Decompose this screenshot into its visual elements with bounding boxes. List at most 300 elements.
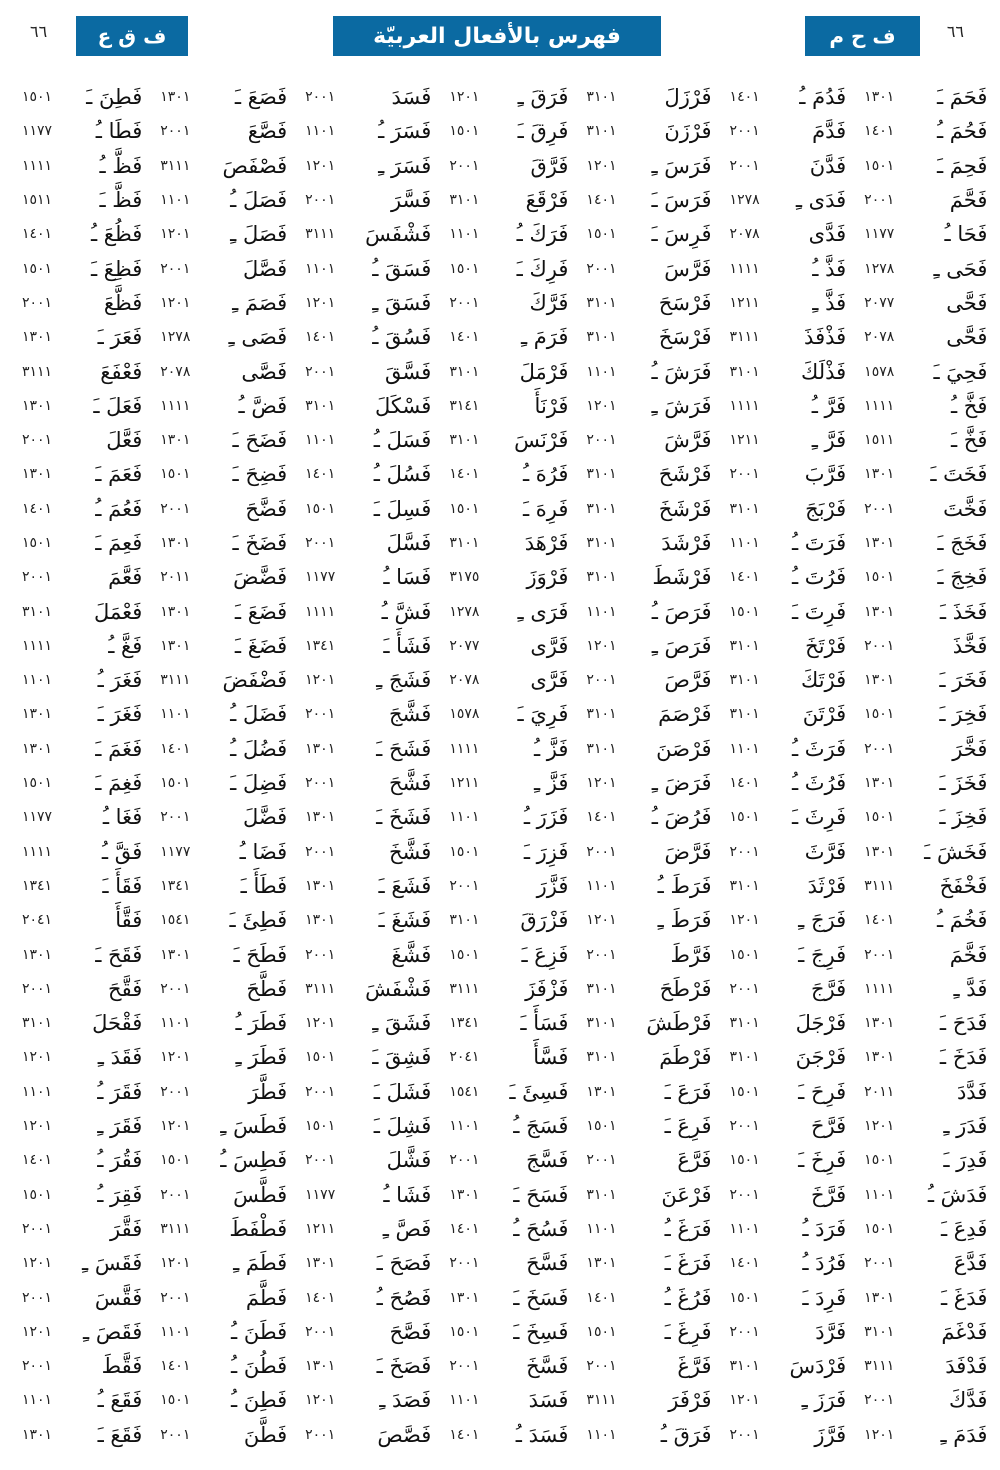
index-entry — [576, 697, 719, 731]
index-entry — [12, 1075, 150, 1109]
verb-text: فَصَعَ ـَ — [234, 85, 288, 110]
verb-code: ٣١٠١ — [22, 1015, 53, 1032]
verb-text: فَذَّ ـِ — [812, 290, 847, 315]
verb-code: ١١٧٧ — [22, 809, 53, 826]
verb-text: فَسَأَ ـَ — [520, 1011, 569, 1036]
verb-code: ٣١١١ — [864, 1358, 895, 1375]
index-entry — [854, 1109, 995, 1143]
index-entry — [12, 1418, 150, 1452]
verb-code: ١٢٧٨ — [449, 603, 480, 620]
verb-text: فَخَجَ ـَ — [937, 531, 988, 555]
verb-text: فَسَّحَ — [526, 1251, 569, 1276]
verb-code: ١٣٠١ — [305, 740, 336, 757]
verb-text: فَعَرَ ـَ — [97, 325, 143, 350]
verb-text: فَطُنَ ـُ — [231, 1354, 288, 1379]
verb-code: ٢٠٠١ — [586, 843, 617, 860]
index-entry — [576, 251, 719, 285]
verb-text: فَضِحَ ـَ — [232, 462, 288, 487]
verb-code: ٢٠٠١ — [160, 123, 191, 140]
verb-code: ٢٠٠١ — [586, 432, 617, 449]
verb-text: فَشَقَ ـِ — [372, 1011, 432, 1036]
index-entry — [576, 1280, 719, 1314]
verb-code: ١١٠١ — [160, 1323, 191, 1340]
verb-text: فَرْدَسَ — [789, 1354, 847, 1379]
verb-code: ١٥٠١ — [449, 1323, 480, 1340]
index-entry — [576, 732, 719, 766]
index-entry — [295, 1109, 439, 1143]
verb-text: فَرَمَ ـِ — [520, 325, 569, 350]
index-entry — [439, 1075, 576, 1109]
verb-code: ١٥٠١ — [22, 89, 53, 106]
verb-text: فَطَنَ ـُ — [231, 1319, 288, 1344]
index-entry — [720, 972, 855, 1006]
verb-text: فَسَجَ ـُ — [513, 1114, 569, 1139]
verb-code: ٣١١١ — [449, 980, 480, 997]
verb-text: فَخَرَ ـَ — [939, 668, 988, 693]
index-entry — [295, 1418, 439, 1452]
verb-text: فَغَّ ـُ — [108, 633, 143, 658]
index-entry — [12, 972, 150, 1006]
verb-text: فَرْقَعَ — [525, 188, 569, 213]
verb-text: فَرَزَ ـِ — [801, 1388, 847, 1413]
verb-code: ١١١١ — [22, 157, 53, 174]
verb-code: ٢٠٠١ — [305, 1323, 336, 1340]
verb-code: ٣١٠١ — [729, 672, 760, 689]
index-entry — [720, 1109, 855, 1143]
index-entry — [720, 1040, 855, 1074]
verb-code: ٢٠٠١ — [305, 89, 336, 106]
verb-text: فَقَصَ ـِ — [83, 1319, 143, 1344]
verb-text: فَطَأَ ـَ — [240, 873, 288, 898]
verb-text: فَقَّطَ — [101, 1354, 143, 1379]
verb-code: ١١٠١ — [160, 706, 191, 723]
verb-code: ٢٠٠١ — [305, 706, 336, 723]
index-entry — [576, 1040, 719, 1074]
index-entry — [576, 937, 719, 971]
verb-code: ٢٠٠١ — [160, 809, 191, 826]
index-entry — [854, 80, 995, 114]
verb-text: فَرَّى — [530, 633, 569, 658]
verb-code: ١٤٠١ — [305, 466, 336, 483]
verb-code: ١٥٠١ — [22, 535, 53, 551]
verb-text: فَسَدَ ـُ — [515, 1422, 569, 1447]
verb-code: ١٣٠١ — [160, 603, 191, 620]
verb-text: فَخَشَ ـَ — [924, 839, 988, 864]
index-entry — [854, 835, 995, 869]
verb-code: ٢٠٧٨ — [729, 226, 760, 243]
verb-text: فَذْفَذَ — [804, 325, 847, 350]
index-entry — [439, 526, 576, 560]
verb-code: ١٤٠١ — [305, 329, 336, 346]
index-entry — [439, 835, 576, 869]
verb-code: ٢٠٠١ — [729, 157, 760, 174]
verb-code: ٣١١١ — [305, 226, 336, 243]
page-number-right: ٦٦ — [946, 22, 964, 41]
verb-text: فَضُلَ ـُ — [230, 736, 288, 761]
index-entry — [720, 80, 855, 114]
verb-code: ٢٠٠١ — [449, 1152, 480, 1169]
verb-code: ٢٠٠١ — [729, 1118, 760, 1135]
verb-text: فَسَّرَ — [390, 188, 432, 213]
verb-code: ١٢٧٨ — [160, 329, 191, 346]
index-entry — [854, 937, 995, 971]
verb-text: فَدَغَ ـَ — [940, 1285, 988, 1310]
index-entry — [720, 800, 855, 834]
verb-code: ١٢٠١ — [586, 637, 617, 654]
verb-code: ٣١٠١ — [729, 1049, 760, 1066]
verb-text: فَزِرَ ـَ — [523, 839, 569, 864]
verb-text: فَصُحَ ـُ — [376, 1285, 432, 1310]
index-entry — [576, 800, 719, 834]
index-column — [720, 80, 855, 1460]
verb-code: ٢٠٠١ — [305, 363, 336, 380]
index-entry — [576, 594, 719, 628]
verb-text: فَرَّضَ — [664, 839, 712, 864]
index-entry — [295, 286, 439, 320]
index-entry — [720, 1212, 855, 1246]
verb-code: ٣١٠١ — [449, 432, 480, 449]
verb-code: ١٤٠١ — [729, 89, 760, 106]
index-entry — [295, 1349, 439, 1383]
index-entry — [720, 1349, 855, 1383]
verb-code: ١٢٠١ — [22, 1323, 53, 1340]
index-entry — [854, 251, 995, 285]
index-entry — [854, 1075, 995, 1109]
verb-code: ٢٠٠١ — [305, 1083, 336, 1100]
verb-code: ١٣٠١ — [864, 1289, 895, 1306]
verb-code: ٢٠٠١ — [22, 1358, 53, 1375]
index-entry — [720, 1383, 855, 1417]
index-entry — [439, 1383, 576, 1417]
verb-text: فَرْنَسَ — [514, 428, 569, 453]
index-entry — [150, 800, 295, 834]
index-entry — [576, 1315, 719, 1349]
index-entry — [576, 766, 719, 800]
verb-text: فَحَمَ ـَ — [936, 85, 988, 110]
index-entry — [295, 423, 439, 457]
verb-code: ٣١٠١ — [729, 1358, 760, 1375]
verb-text: فَطَّحَ — [246, 976, 288, 1001]
verb-text: فَقَعَ ـَ — [97, 1422, 143, 1447]
verb-text: فَرْتَكَ — [801, 668, 847, 693]
verb-code: ١٤٠١ — [864, 123, 895, 140]
verb-code: ١٤٠١ — [22, 1152, 53, 1169]
verb-code: ١٥٠١ — [305, 1049, 336, 1066]
index-entry — [439, 560, 576, 594]
verb-text: فَصَّعَ — [247, 119, 288, 144]
verb-text: فَدِرَ ـَ — [943, 1148, 988, 1173]
verb-text: فَسَدَ — [391, 85, 432, 110]
verb-text: فَطَا ـُ — [95, 119, 143, 144]
verb-code: ١٣٠١ — [305, 877, 336, 894]
verb-code: ٢٠٠١ — [586, 672, 617, 689]
verb-text: فَعْمَلَ — [94, 599, 143, 624]
verb-code: ١٥٠١ — [729, 1083, 760, 1100]
verb-text: فَقَّسَ — [94, 1285, 143, 1310]
verb-text: فَرْطَحَ — [659, 976, 712, 1001]
verb-text: فَرَطَ ـُ — [657, 873, 712, 898]
verb-code: ١١٠١ — [729, 740, 760, 757]
verb-code: ٣١٠١ — [586, 466, 617, 483]
index-entry — [150, 869, 295, 903]
index-entry — [12, 457, 150, 491]
verb-text: فَسْكَلَ — [375, 393, 432, 418]
index-entry — [439, 183, 576, 217]
verb-code: ١٢٠١ — [729, 1392, 760, 1409]
verb-text: فَخُمَ ـُ — [936, 908, 988, 933]
verb-code: ١٣٠١ — [586, 1083, 617, 1100]
index-entry — [720, 1280, 855, 1314]
verb-code: ٣١٠١ — [449, 192, 480, 209]
verb-code: ٢٠٤١ — [449, 1049, 480, 1066]
verb-text: فَرِتَ ـَ — [791, 599, 847, 624]
verb-text: فَزَرَ ـُ — [523, 805, 569, 830]
verb-text: فَظَّ ـُ — [99, 153, 143, 178]
verb-code: ١١٠١ — [449, 809, 480, 826]
verb-code: ١٥٤١ — [449, 1083, 480, 1100]
index-entry — [12, 1143, 150, 1177]
verb-text: فَسَّلَ — [386, 531, 432, 555]
verb-text: فَظُعَ ـُ — [90, 222, 143, 247]
verb-code: ١٥٠١ — [729, 1152, 760, 1169]
verb-code: ٢٠٠١ — [449, 1255, 480, 1272]
verb-code: ١٥٠١ — [864, 157, 895, 174]
verb-code: ١٥٠١ — [160, 1392, 191, 1409]
verb-text: فَخَّ ـُ — [950, 393, 988, 418]
verb-code: ١٢٠١ — [305, 1015, 336, 1032]
index-entry — [150, 114, 295, 148]
index-entry — [12, 560, 150, 594]
verb-code: ١٤٠١ — [586, 1289, 617, 1306]
verb-code: ٣١١١ — [22, 363, 53, 380]
verb-text: فَشَّغَ — [391, 942, 432, 967]
verb-code: ١٥٠١ — [864, 809, 895, 826]
index-entry — [150, 560, 295, 594]
index-entry — [439, 286, 576, 320]
verb-text: فَشَخَ ـَ — [376, 805, 432, 830]
verb-text: فَزَّ ـِ — [533, 771, 569, 796]
verb-code: ١٥٠١ — [864, 1220, 895, 1237]
verb-text: فَغَرَ ـَ — [97, 702, 143, 727]
verb-text: فَرَّشَ — [664, 428, 712, 453]
verb-code: ١٢١١ — [449, 775, 480, 792]
index-entry — [150, 457, 295, 491]
verb-code: ١١٧٧ — [160, 843, 191, 860]
verb-text: فَشَّخَ — [388, 839, 432, 864]
verb-text: فَرْشَخَ — [658, 496, 712, 521]
verb-code: ٢٠٠١ — [449, 294, 480, 311]
verb-text: فَرُهَ ـُ — [522, 462, 569, 487]
verb-code: ٣١٠١ — [449, 535, 480, 551]
verb-text: فَطَحَ ـَ — [233, 942, 288, 967]
verb-code: ٣١٠١ — [586, 500, 617, 517]
verb-text: فَصَحَ ـَ — [376, 1251, 432, 1276]
index-entry — [439, 663, 576, 697]
index-entry — [854, 217, 995, 251]
verb-code: ١٥٠١ — [729, 1289, 760, 1306]
index-entry — [439, 80, 576, 114]
verb-code: ٢٠٠١ — [729, 843, 760, 860]
verb-code: ١١٠١ — [160, 192, 191, 209]
index-entry — [576, 629, 719, 663]
verb-code: ٢٠٠١ — [449, 1358, 480, 1375]
verb-text: فَرَّكَ — [529, 290, 569, 315]
index-entry — [576, 114, 719, 148]
index-entry — [439, 1143, 576, 1177]
verb-code: ١٢٠١ — [586, 157, 617, 174]
verb-code: ١٤٠١ — [160, 1358, 191, 1375]
index-entry — [439, 903, 576, 937]
verb-code: ١٤٠١ — [729, 569, 760, 586]
index-entry — [295, 1143, 439, 1177]
verb-text: فَصَلَ ـُ — [230, 188, 288, 213]
index-entry — [720, 629, 855, 663]
verb-code: ٢٠٠١ — [160, 980, 191, 997]
index-entry — [439, 937, 576, 971]
verb-code: ٢٠٠١ — [22, 432, 53, 449]
verb-code: ٢٠٠١ — [305, 192, 336, 209]
index-entry — [720, 1246, 855, 1280]
verb-code: ٢٠٠١ — [586, 946, 617, 963]
index-entry — [854, 1315, 995, 1349]
index-entry — [12, 1109, 150, 1143]
verb-code: ١٣٠١ — [22, 466, 53, 483]
index-entry — [854, 869, 995, 903]
index-entry — [576, 320, 719, 354]
verb-code: ١٤٠١ — [305, 1289, 336, 1306]
index-entry — [720, 1006, 855, 1040]
verb-text: فَدَّدَ — [956, 1079, 988, 1104]
index-entry — [295, 903, 439, 937]
verb-code: ٢٠٠١ — [160, 1186, 191, 1203]
verb-text: فَضَا ـُ — [239, 839, 288, 864]
verb-text: فَرَّطَ — [670, 942, 712, 967]
verb-text: فَخَزَ ـَ — [939, 771, 988, 796]
verb-text: فَخَّذَ — [952, 633, 988, 658]
verb-text: فَسَقَ ـِ — [372, 290, 432, 315]
index-entry — [295, 320, 439, 354]
index-entry — [854, 1212, 995, 1246]
index-entry — [720, 594, 855, 628]
index-entry — [295, 80, 439, 114]
verb-code: ١١٠١ — [586, 603, 617, 620]
verb-text: فَطَسَ ـِ — [220, 1114, 288, 1139]
verb-text: فَرَعَ ـَ — [664, 1079, 712, 1104]
verb-code: ٢٠١١ — [864, 1083, 895, 1100]
verb-code: ١١١١ — [449, 740, 480, 757]
index-column — [854, 80, 995, 1460]
index-entry — [439, 766, 576, 800]
verb-text: فَخَذَ ـَ — [939, 599, 988, 624]
index-entry — [150, 526, 295, 560]
verb-code: ١٣٠١ — [586, 1255, 617, 1272]
verb-code: ٢٠٠١ — [449, 877, 480, 894]
verb-text: فَظِعَ ـَ — [90, 256, 143, 281]
index-entry — [12, 937, 150, 971]
verb-text: فَرِكَ ـَ — [516, 256, 569, 281]
verb-text: فَغَمَ ـَ — [95, 736, 143, 761]
verb-code: ١٥٠١ — [305, 1118, 336, 1135]
index-column — [150, 80, 295, 1460]
index-entry — [854, 320, 995, 354]
index-entry — [12, 697, 150, 731]
index-entry — [295, 114, 439, 148]
verb-text: فَرَّعَ — [677, 1148, 712, 1173]
verb-text: فَسَخَ ـَ — [513, 1285, 569, 1310]
verb-text: فَسُحَ ـُ — [513, 1216, 569, 1241]
verb-code: ٢٠٠١ — [22, 1220, 53, 1237]
verb-code: ١١٠١ — [305, 432, 336, 449]
verb-code: ١٣٠١ — [22, 397, 53, 414]
verb-code: ٢٠٧٨ — [449, 672, 480, 689]
verb-text: فَشَلَ ـَ — [373, 1079, 432, 1104]
verb-code: ١٥٠١ — [586, 226, 617, 243]
verb-code: ١٣٠١ — [305, 1255, 336, 1272]
index-entry — [720, 869, 855, 903]
index-entry — [720, 560, 855, 594]
index-entry — [295, 1006, 439, 1040]
verb-text: فَرُثَ ـُ — [791, 771, 847, 796]
index-entry — [720, 663, 855, 697]
verb-text: فَرَّ ـُ — [811, 393, 847, 418]
verb-code: ١٥٠١ — [449, 123, 480, 140]
verb-text: فَرْزَنَ — [664, 119, 712, 144]
verb-code: ١١١١ — [22, 637, 53, 654]
index-entry — [439, 492, 576, 526]
verb-text: فَدَّى — [808, 222, 847, 247]
verb-code: ١٢٠١ — [22, 1118, 53, 1135]
verb-text: فَرْطَمَ — [659, 1045, 712, 1070]
index-entry — [576, 1246, 719, 1280]
index-entry — [439, 251, 576, 285]
verb-code: ٢٠٠١ — [160, 1289, 191, 1306]
index-entry — [576, 869, 719, 903]
verb-code: ١٥٠١ — [449, 500, 480, 517]
index-entry — [439, 594, 576, 628]
verb-text: فَسَلَ ـُ — [373, 428, 432, 453]
index-entry — [439, 972, 576, 1006]
verb-code: ١١٧٧ — [305, 569, 336, 586]
verb-text: فَرْشَدَ — [661, 531, 712, 555]
verb-code: ١٤٠١ — [449, 329, 480, 346]
index-entry — [150, 1143, 295, 1177]
verb-code: ١٣٠١ — [160, 432, 191, 449]
index-entry — [12, 594, 150, 628]
verb-text: فَزَّ ـُ — [533, 736, 569, 761]
index-entry — [439, 1349, 576, 1383]
verb-code: ١٢٠١ — [22, 1049, 53, 1066]
verb-code: ٢٠٠١ — [729, 1323, 760, 1340]
index-entry — [576, 526, 719, 560]
index-entry — [854, 800, 995, 834]
index-entry — [150, 80, 295, 114]
index-entry — [295, 594, 439, 628]
verb-code: ٣١٠١ — [586, 1186, 617, 1203]
verb-text: فَرَدَ ـُ — [802, 1216, 847, 1241]
verb-code: ٢٠٧٨ — [864, 329, 895, 346]
index-entry — [150, 1349, 295, 1383]
verb-code: ١٣٠١ — [864, 1049, 895, 1066]
verb-text: فَرَّسَ — [664, 256, 712, 281]
index-entry — [12, 903, 150, 937]
section-tab-right: ف ح م — [805, 16, 920, 56]
verb-code: ٣١١١ — [160, 1220, 191, 1237]
index-entry — [720, 732, 855, 766]
index-entry — [295, 217, 439, 251]
verb-code: ١٤٠١ — [729, 1255, 760, 1272]
verb-code: ١١٠١ — [305, 123, 336, 140]
index-entry — [150, 1178, 295, 1212]
